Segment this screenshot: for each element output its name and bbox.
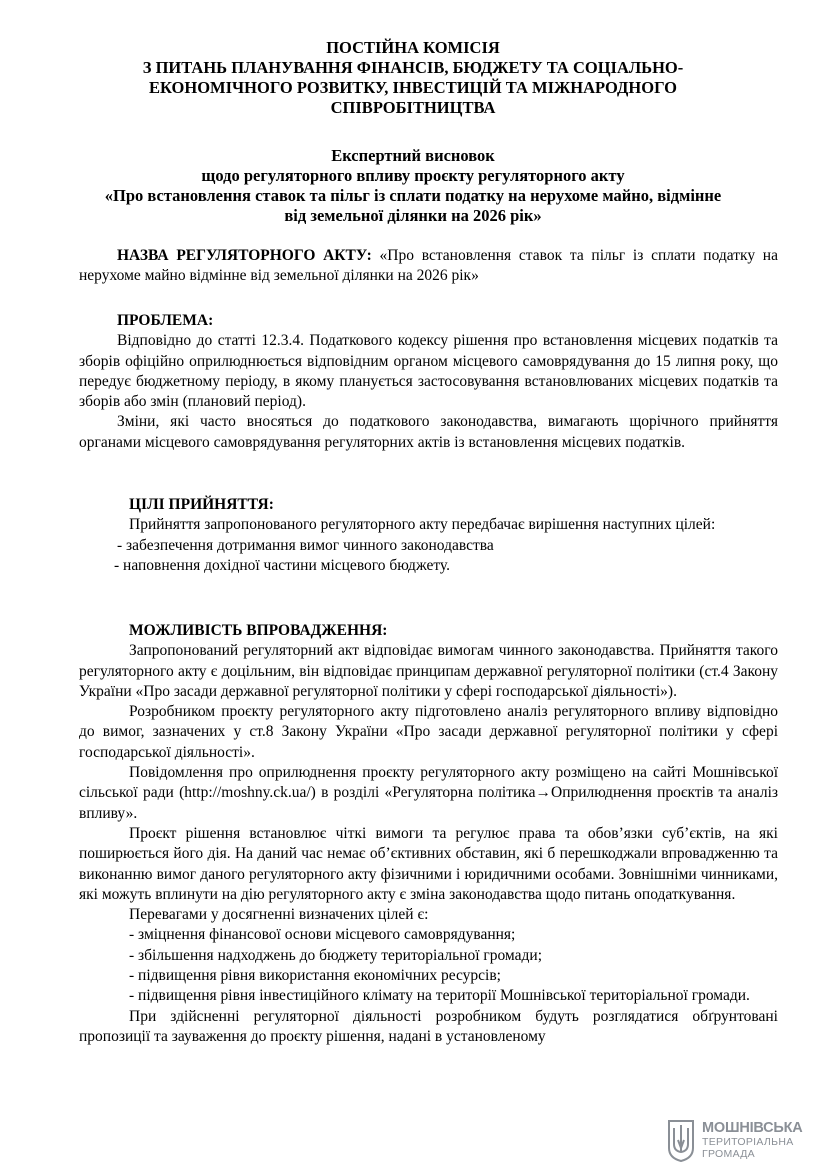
conclusion-line: щодо регуляторного впливу проєкту регуляторного акту — [201, 166, 625, 185]
act-name-label: НАЗВА РЕГУЛЯТОРНОГО АКТУ: — [117, 247, 372, 264]
implementation-section — [79, 621, 778, 1047]
conclusion-heading — [60, 146, 766, 226]
community-logo — [666, 1117, 812, 1163]
commission-heading — [60, 38, 766, 118]
conclusion-line: від земельної ділянки на 2026 рік» — [284, 206, 542, 225]
commission-line: З ПИТАНЬ ПЛАНУВАННЯ ФІНАНСІВ, БЮДЖЕТУ ТА СОЦІАЛЬНО- — [142, 58, 684, 77]
commission-line: ЕКОНОМІЧНОГО РОЗВИТКУ, ІНВЕСТИЦІЙ ТА МІЖНАРОДНОГО — [148, 78, 677, 97]
logo-line: ГРОМАДА — [702, 1147, 755, 1160]
advantages-intro: Перевагами у досягненні визначених цілей є: — [129, 906, 429, 924]
commission-line: СПІВРОБІТНИЦТВА — [330, 98, 496, 117]
logo-line: МОШНІВСЬКА — [702, 1119, 803, 1136]
conclusion-line: Експертний висновок — [331, 146, 495, 165]
implementation-title: МОЖЛИВІСТЬ ВПРОВАДЖЕННЯ: — [129, 622, 388, 639]
goals-item: - наповнення дохідної частини місцевого бюджету. — [114, 556, 450, 574]
advantages-item: - підвищення рівня використання економічних ресурсів; — [129, 967, 501, 985]
problem-paragraph: Зміни, які часто вносяться до податкового законодавства, вимагають щорічного прийняття органами місцевого самоврядування регуляторних актів із встановлення місцевих податків. — [79, 413, 778, 451]
advantages-item: - збільшення надходжень до бюджету територіальної громади; — [129, 946, 543, 964]
goals-section — [79, 495, 778, 576]
logo-line: ТЕРИТОРІАЛЬНА — [702, 1135, 794, 1148]
advantages-item: - підвищення рівня інвестиційного клімату на території Мошнівської територіальної громади. — [129, 987, 750, 1005]
commission-line: ПОСТІЙНА КОМІСІЯ — [326, 38, 500, 57]
trident-emblem-icon — [666, 1118, 696, 1162]
conclusion-line: «Про встановлення ставок та пільг із сплати податку на нерухоме майно, відмінне — [104, 186, 722, 205]
advantages-item: - зміцнення фінансової основи місцевого самоврядування; — [129, 926, 516, 944]
goals-title: ЦІЛІ ПРИЙНЯТТЯ: — [129, 496, 274, 513]
implementation-paragraph: Запропонований регуляторний акт відповідає вимогам чинного законодавства. Прийняття такого регуляторного акту є доцільним, він відповідає принципам державної регуляторної політики (ст.4 Закону України «Про засади державної регуляторної політики у сфері господарської діяльності»). — [79, 642, 778, 700]
publication-paragraph — [79, 763, 778, 824]
publication-text-end: Оприлюднення проєктів та аналіз впливу». — [79, 784, 779, 822]
problem-paragraph: Відповідно до статті 12.3.4. Податкового кодексу рішення про встановлення місцевих податків та зборів офіційно оприлюднюється відповідним органом місцевого самоврядування до 15 липня року, що передує бюджетному періоду, в якому планується застосовування встановлюваних місцевих податків та зборів або змін (плановий період). — [79, 332, 778, 411]
implementation-paragraph: Розробником проєкту регуляторного акту підготовлено аналіз регуляторного впливу відповідно до вимог, зазначених у ст.8 Закону України «Про засади державної регуляторної політики у сфері господарської діяльності». — [79, 703, 778, 761]
logo-text — [702, 1121, 803, 1160]
right-arrow-icon: → — [535, 784, 551, 802]
implementation-paragraph: Проєкт рішення встановлює чіткі вимоги та регулює права та обов’язки суб’єктів, на які поширюється його дія. На даний час немає об’єктивних обставин, які б перешкоджали впровадженню та виконанню вимог даного регуляторного акту фізичними і юридичними особами. Зовнішніми чинниками, які можуть вплинути на дію регуляторного акту є зміна законодавства щодо питань оподаткування. — [79, 824, 778, 903]
act-name-text: «Про встановлення ставок та пільг із сплати податку на нерухоме майно відмінне від земельної ділянки на 2026 рік» — [79, 247, 778, 285]
implementation-paragraph: При здійсненні регуляторної діяльності розробником будуть розглядатися обґрунтовані пропозиції та зауваження до проєкту рішення, надані в установленому — [79, 1007, 778, 1045]
act-name-paragraph — [79, 246, 778, 287]
goals-intro: Прийняття запропонованого регуляторного акту передбачає вирішення наступних цілей: — [129, 516, 716, 534]
act-name-section — [79, 246, 778, 287]
goals-item: - забезпечення дотримання вимог чинного законодавства — [117, 536, 494, 554]
problem-section — [79, 311, 778, 453]
publication-text: Повідомлення про оприлюднення проєкту регуляторного акту розміщено на сайті Мошнівської сільської ради (http://moshny.ck.ua/) в розділі «Регуляторна політика — [79, 764, 778, 802]
problem-title: ПРОБЛЕМА: — [117, 312, 214, 329]
